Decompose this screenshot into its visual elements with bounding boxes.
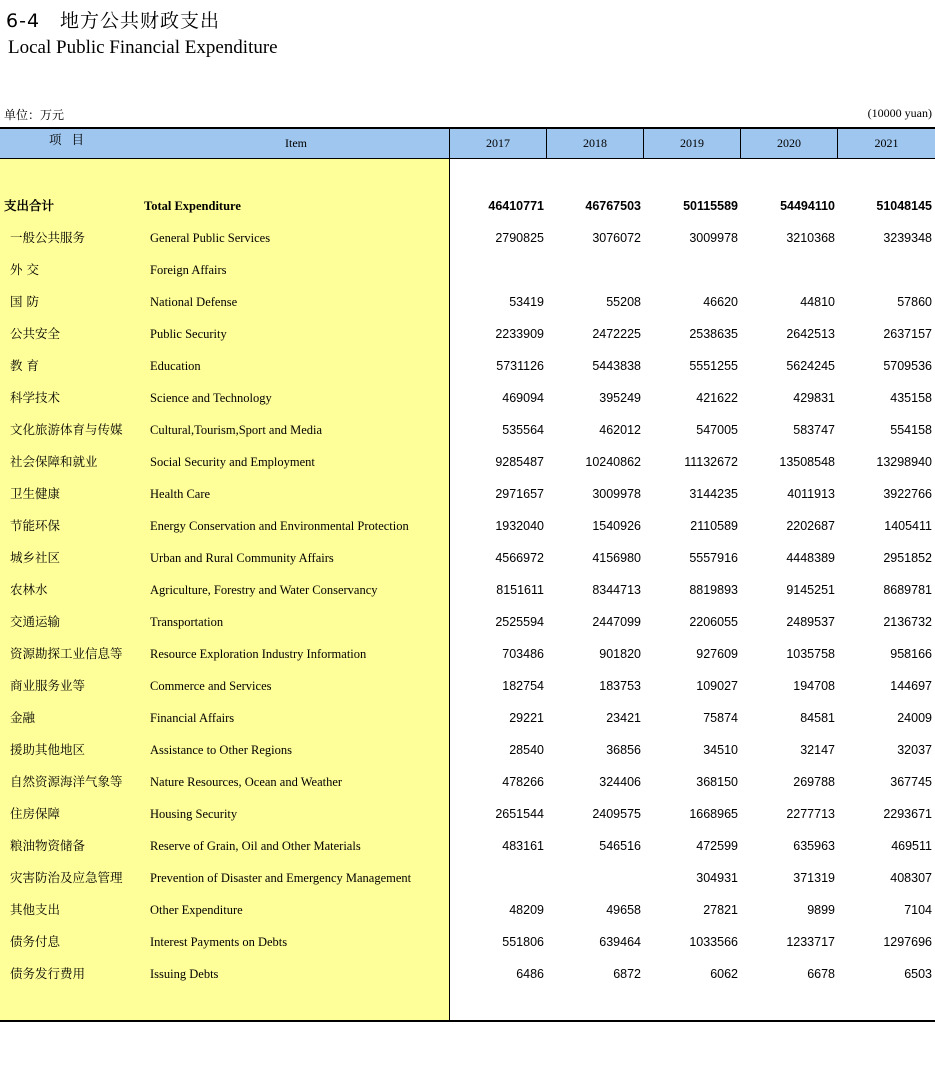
value-2020: 44810 [800, 295, 835, 309]
row-label-cn: 卫生健康 [10, 486, 61, 501]
value-2018: 8344713 [592, 583, 641, 597]
value-2019: 50115589 [683, 199, 738, 213]
table-row [0, 963, 935, 995]
header-divider [643, 129, 644, 158]
value-2018: 4156980 [592, 551, 641, 565]
table-row [0, 227, 935, 259]
table-row [0, 931, 935, 963]
value-2018: 55208 [606, 295, 641, 309]
row-label-en: Health Care [150, 487, 211, 501]
row-label-en: Financial Affairs [150, 711, 235, 725]
value-2017: 2525594 [495, 615, 544, 629]
value-2020: 635963 [793, 839, 835, 853]
table-bottom-rule [0, 1020, 935, 1022]
value-2021: 554158 [890, 423, 932, 437]
value-2018: 3076072 [592, 231, 641, 245]
value-2019: 6062 [710, 967, 738, 981]
table-row [0, 707, 935, 739]
row-label-en: Interest Payments on Debts [150, 935, 288, 949]
value-2019: 8819893 [689, 583, 738, 597]
value-2019: 3144235 [689, 487, 738, 501]
header-item-cn: 项目 [48, 132, 94, 147]
table-row [0, 291, 935, 323]
table-header [0, 129, 935, 159]
row-label-cn: 其他支出 [10, 902, 61, 917]
value-2021: 2951852 [883, 551, 932, 565]
value-2017: 535564 [502, 423, 544, 437]
value-2020: 2489537 [786, 615, 835, 629]
value-2017: 478266 [502, 775, 544, 789]
value-2019: 472599 [696, 839, 738, 853]
row-label-cn: 粮油物资储备 [10, 838, 86, 853]
row-label-en: Transportation [150, 615, 224, 629]
table-row [0, 387, 935, 419]
table-row [0, 675, 935, 707]
table-row [0, 259, 935, 291]
value-2019: 2538635 [689, 327, 738, 341]
value-2019: 304931 [696, 871, 738, 885]
value-2017: 2233909 [495, 327, 544, 341]
value-2017: 6486 [516, 967, 544, 981]
table-row [0, 643, 935, 675]
value-2017: 29221 [509, 711, 544, 725]
table-row [0, 355, 935, 387]
value-2018: 49658 [606, 903, 641, 917]
value-2017: 4566972 [495, 551, 544, 565]
value-2021: 24009 [897, 711, 932, 725]
value-2019: 1033566 [689, 935, 738, 949]
row-label-cn: 教 育 [10, 358, 39, 373]
value-2020: 1233717 [786, 935, 835, 949]
row-label-en: Public Security [150, 327, 227, 341]
row-label-en: Prevention of Disaster and Emergency Management [150, 871, 412, 885]
table-row [0, 323, 935, 355]
unit-label-en: (10000 yuan) [867, 106, 932, 120]
value-2019: 1668965 [689, 807, 738, 821]
value-2019: 5551255 [689, 359, 738, 373]
value-2017: 46410771 [488, 199, 544, 213]
value-2019: 75874 [703, 711, 738, 725]
value-2017: 8151611 [496, 583, 544, 597]
value-2021: 2637157 [883, 327, 932, 341]
value-2021: 469511 [891, 839, 932, 853]
row-label-en: Issuing Debts [150, 967, 219, 981]
header-year-2018: 2018 [583, 136, 607, 150]
row-label-cn: 交通运输 [10, 614, 61, 629]
value-2021: 367745 [890, 775, 932, 789]
value-2018: 6872 [613, 967, 641, 981]
row-label-cn: 金融 [10, 710, 36, 725]
value-2019: 927609 [696, 647, 738, 661]
value-2018: 2409575 [592, 807, 641, 821]
header-item-en: Item [285, 136, 307, 150]
value-2019: 368150 [696, 775, 738, 789]
header-year-2021: 2021 [874, 136, 899, 150]
value-2017: 469094 [502, 391, 544, 405]
value-2021: 144697 [890, 679, 932, 693]
value-2017: 53419 [509, 295, 544, 309]
value-2017: 48209 [509, 903, 544, 917]
value-2018: 23421 [606, 711, 641, 725]
value-2018: 324406 [599, 775, 641, 789]
value-2020: 84581 [800, 711, 835, 725]
row-label-en: Energy Conservation and Environmental Protection [150, 519, 409, 533]
value-2020: 269788 [793, 775, 835, 789]
value-2021: 3922766 [883, 487, 932, 501]
header-divider [837, 129, 838, 158]
value-2019: 2206055 [689, 615, 738, 629]
value-2017: 9285487 [495, 455, 544, 469]
row-label-cn: 资源勘探工业信息等 [10, 646, 123, 661]
value-2019: 2110589 [690, 519, 738, 533]
value-2021: 1297696 [883, 935, 932, 949]
table-row-total [0, 195, 935, 227]
value-2017: 5731126 [496, 359, 544, 373]
value-2018: 2447099 [592, 615, 641, 629]
row-label-cn: 节能环保 [10, 518, 61, 533]
table-row [0, 579, 935, 611]
row-label-en: Science and Technology [150, 391, 272, 405]
value-2019: 421622 [696, 391, 738, 405]
value-2021: 2136732 [883, 615, 932, 629]
value-2021: 13298940 [876, 455, 932, 469]
value-2020: 4011913 [787, 487, 835, 501]
row-label-cn: 援助其他地区 [10, 742, 86, 757]
row-label-en: Social Security and Employment [150, 455, 315, 469]
row-label-en: Foreign Affairs [150, 263, 227, 277]
row-label-cn: 国 防 [10, 294, 39, 309]
row-label-en: Reserve of Grain, Oil and Other Materials [150, 839, 361, 853]
value-2019: 5557916 [689, 551, 738, 565]
row-label-en: Resource Exploration Industry Information [150, 647, 367, 661]
row-label-cn: 一般公共服务 [10, 230, 86, 245]
value-2018: 395249 [599, 391, 641, 405]
table-row [0, 451, 935, 483]
table-row [0, 483, 935, 515]
row-label-en: Assistance to Other Regions [150, 743, 292, 757]
value-2020: 194708 [793, 679, 835, 693]
unit-label-cn: 单位：万元 [4, 108, 65, 122]
value-2017: 182754 [502, 679, 544, 693]
table-row [0, 547, 935, 579]
value-2020: 4448389 [786, 551, 835, 565]
value-2018: 36856 [606, 743, 641, 757]
row-label-en: Total Expenditure [144, 199, 241, 213]
value-2018: 183753 [599, 679, 641, 693]
value-2020: 2642513 [786, 327, 835, 341]
row-label-cn: 农林水 [10, 582, 48, 597]
value-2020: 429831 [793, 391, 835, 405]
value-2017: 2651544 [495, 807, 544, 821]
table-row [0, 739, 935, 771]
table-row [0, 771, 935, 803]
value-2021: 1405411 [884, 519, 932, 533]
row-label-en: Housing Security [150, 807, 238, 821]
row-label-en: Education [150, 359, 201, 373]
value-2018: 10240862 [585, 455, 641, 469]
header-year-2017: 2017 [486, 136, 510, 150]
table-row [0, 803, 935, 835]
row-label-cn: 公共安全 [10, 326, 61, 341]
header-year-2019: 2019 [680, 136, 704, 150]
expenditure-table [0, 127, 935, 1022]
page-title-cn: 6-4 地方公共财政支出 [6, 10, 221, 32]
row-label-en: Nature Resources, Ocean and Weather [150, 775, 343, 789]
value-2020: 2277713 [786, 807, 835, 821]
row-label-cn: 住房保障 [10, 806, 61, 821]
row-label-en: Urban and Rural Community Affairs [150, 551, 334, 565]
row-label-en: Commerce and Services [150, 679, 272, 693]
value-2020: 13508548 [779, 455, 835, 469]
value-2018: 901820 [599, 647, 641, 661]
value-2018: 1540926 [592, 519, 641, 533]
value-2018: 639464 [599, 935, 641, 949]
value-2018: 46767503 [585, 199, 641, 213]
value-2021: 32037 [897, 743, 932, 757]
value-2017: 1932040 [495, 519, 544, 533]
row-label-cn: 商业服务业等 [10, 678, 86, 693]
table-row [0, 515, 935, 547]
row-label-en: Cultural,Tourism,Sport and Media [150, 423, 323, 437]
row-label-cn: 自然资源海洋气象等 [10, 774, 123, 789]
value-2017: 2971657 [495, 487, 544, 501]
value-2021: 51048145 [876, 199, 932, 213]
row-label-cn: 文化旅游体育与传媒 [10, 422, 123, 437]
value-2021: 5709536 [883, 359, 932, 373]
row-label-cn: 外 交 [10, 262, 39, 277]
value-2017: 2790825 [495, 231, 544, 245]
value-2019: 11132672 [684, 455, 738, 469]
value-2018: 2472225 [592, 327, 641, 341]
value-2020: 9899 [807, 903, 835, 917]
row-label-en: Agriculture, Forestry and Water Conservancy [150, 583, 378, 597]
value-2021: 6503 [904, 967, 932, 981]
value-2020: 6678 [807, 967, 835, 981]
value-2017: 551806 [502, 935, 544, 949]
value-2020: 583747 [793, 423, 835, 437]
value-2020: 2202687 [786, 519, 835, 533]
value-2017: 28540 [509, 743, 544, 757]
table-row [0, 899, 935, 931]
value-2019: 34510 [703, 743, 738, 757]
value-2020: 5624245 [786, 359, 835, 373]
value-2020: 9145251 [786, 583, 835, 597]
value-2019: 46620 [703, 295, 738, 309]
table-row [0, 611, 935, 643]
value-2018: 3009978 [592, 487, 641, 501]
row-label-cn: 灾害防治及应急管理 [10, 870, 123, 885]
value-2019: 109027 [696, 679, 738, 693]
value-2021: 958166 [890, 647, 932, 661]
value-2018: 5443838 [592, 359, 641, 373]
header-divider [449, 129, 450, 158]
row-label-cn: 城乡社区 [10, 550, 61, 565]
page-title-en: Local Public Financial Expenditure [8, 37, 278, 58]
value-2019: 547005 [696, 423, 738, 437]
row-label-cn: 科学技术 [10, 390, 61, 405]
value-2021: 408307 [890, 871, 932, 885]
row-label-cn: 社会保障和就业 [10, 454, 98, 469]
table-row [0, 419, 935, 451]
value-2021: 3239348 [883, 231, 932, 245]
value-2021: 7104 [904, 903, 932, 917]
row-label-cn: 债务付息 [10, 934, 61, 949]
row-label-en: National Defense [150, 295, 238, 309]
value-2017: 483161 [502, 839, 544, 853]
value-2021: 2293671 [883, 807, 932, 821]
value-2017: 703486 [502, 647, 544, 661]
value-2018: 546516 [599, 839, 641, 853]
header-year-2020: 2020 [777, 136, 801, 150]
row-label-cn: 债务发行费用 [10, 966, 86, 981]
value-2018: 462012 [599, 423, 641, 437]
value-2021: 57860 [897, 295, 932, 309]
value-2021: 435158 [890, 391, 932, 405]
row-label-cn: 支出合计 [4, 198, 55, 213]
table-row [0, 867, 935, 899]
row-label-en: General Public Services [150, 231, 271, 245]
row-label-en: Other Expenditure [150, 903, 243, 917]
header-divider [546, 129, 547, 158]
value-2020: 371319 [793, 871, 835, 885]
value-2020: 1035758 [786, 647, 835, 661]
table-row [0, 835, 935, 867]
header-divider [740, 129, 741, 158]
value-2019: 27821 [703, 903, 738, 917]
value-2020: 3210368 [786, 231, 835, 245]
value-2020: 32147 [800, 743, 835, 757]
value-2020: 54494110 [780, 199, 835, 213]
value-2019: 3009978 [689, 231, 738, 245]
value-2021: 8689781 [883, 583, 932, 597]
